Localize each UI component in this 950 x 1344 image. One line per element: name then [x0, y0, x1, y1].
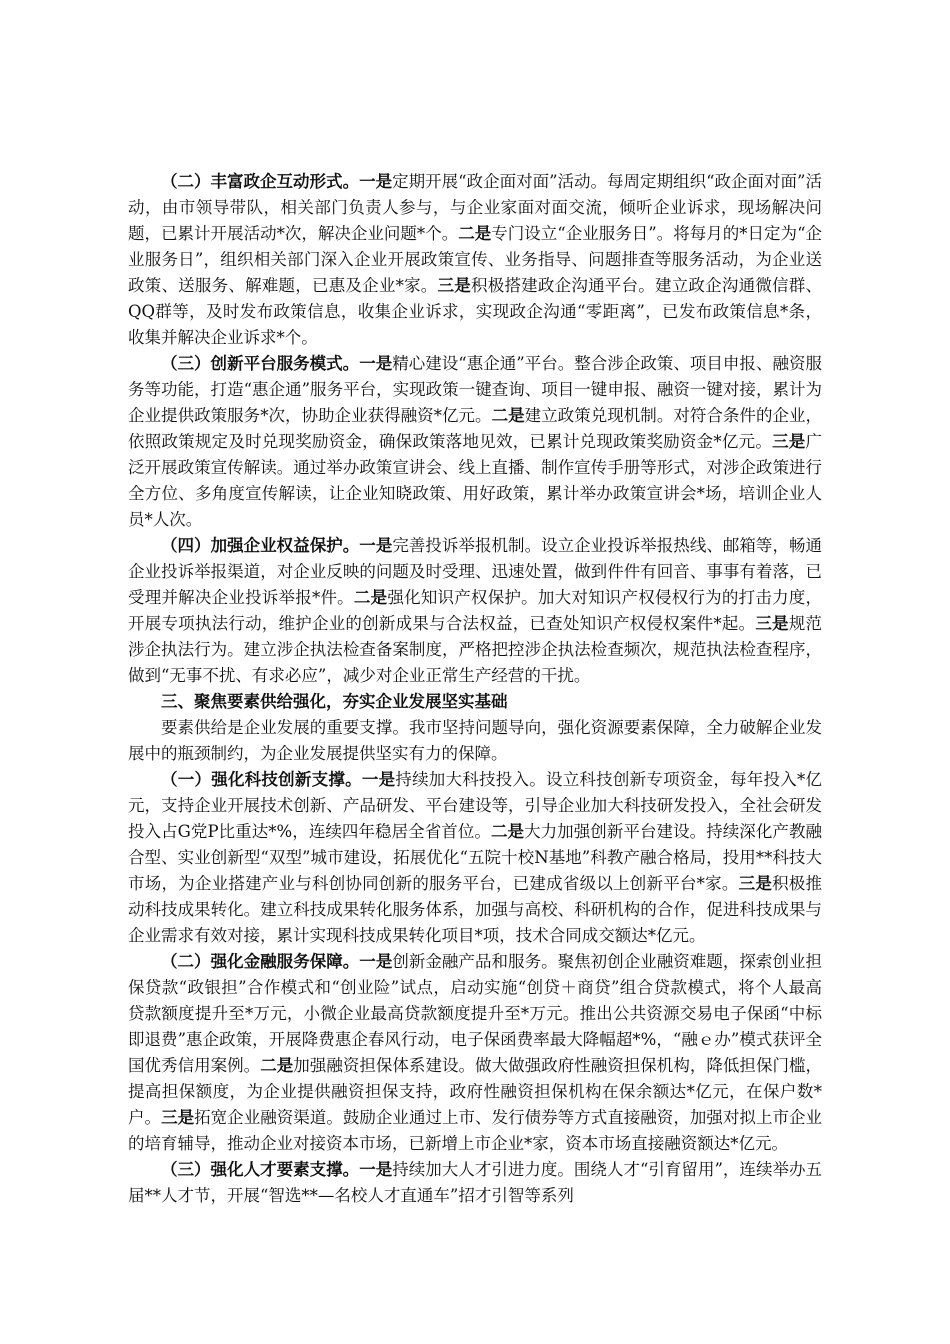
paragraph-text: 定期开展“政企面对面”活动。每周定期组织“政企面对面”活动，由市领导带队，相关部门负责人参与，与企业家面对面交流，倾听企业诉求，现场解决问题，已累计开展活动*次，解决企业问题*个。: [128, 172, 822, 243]
bold-lead-text: （四）加强企业权益保护。一是: [161, 536, 393, 555]
paragraph-text: 完善投诉举报机制。设立企业投诉举报热线、邮箱等，畅通企业投诉举报渠道，对企业反映的问题及时受理、迅速处置，做到件件有回音、事事有着落，已受理并解决企业投诉举报*件。: [128, 536, 823, 607]
paragraph-text: 持续加大科技投入。设立科技创新专项资金，每年投入*亿元，支持企业开展技术创新、产品研发、平台建设等，引导企业加大科技研发投入，全社会研发投入占G党P比重达*%，连续四年稳居全省首位。: [128, 770, 823, 841]
document-body: [128, 169, 822, 1209]
paragraph-text: 加强融资担保体系建设。做大做强政府性融资担保机构，降低担保门槛，提高担保额度，为企业提供融资担保支持，政府性融资担保机构在保余额达*亿元，在保户数*户。: [128, 1056, 823, 1127]
bold-lead-text: 二是: [260, 1056, 294, 1075]
paragraph-text: 要素供给是企业发展的重要支撑。我市坚持问题导向，强化资源要素保障，全力破解企业发展中的瓶颈制约，为企业发展提供坚实有力的保障。: [128, 718, 822, 763]
paragraph-text: 积极推动科技成果转化。建立科技成果转化服务体系，加强与高校、科研机构的合作，促进科技成果与企业需求有效对接，累计实现科技成果转化项目*项，技术合同成交额达*亿元。: [128, 874, 823, 945]
bold-lead-text: 二是: [458, 224, 492, 243]
paragraph-text: 强化知识产权保护。加大对知识产权侵权行为的打击力度，开展专项执法行动，维护企业的创新成果与合法权益，已查处知识产权侵权案件*起。: [128, 588, 823, 633]
paragraph-text: 建立政策兑现机制。对符合条件的企业，依照政策规定及时兑现奖励资金，确保政策落地见效，已累计兑现政策奖励资金*亿元。: [128, 406, 823, 451]
bold-lead-text: （三）强化人才要素支撑。一是: [161, 1160, 393, 1179]
body-paragraph: [128, 169, 822, 351]
paragraph-text: 广泛开展政策宣传解读。通过举办政策宣讲会、线上直播、制作宣传手册等形式，对涉企政策进行全方位、多角度宣传解读，让企业知晓政策、用好政策，累计举办政策宣讲会*场，培训企业人员*人次。: [128, 432, 823, 529]
body-paragraph: [128, 533, 822, 689]
body-paragraph: [128, 715, 822, 767]
bold-lead-text: （二）丰富政企互动形式。一是: [161, 172, 393, 191]
bold-lead-text: 三是: [755, 614, 789, 633]
bold-lead-text: （一）强化科技创新支撑。一是: [161, 770, 396, 789]
bold-lead-text: 二是: [490, 822, 525, 841]
paragraph-text: 大力加强创新平台建设。持续深化产教融合型、实业创新型“双型”城市建设，拓展优化“五院十校N基地”科教产融合格局，投用**科技大市场，为企业搭建产业与科创协同创新的服务平台，已建成省级以上创新平台*家。: [128, 822, 823, 893]
body-paragraph: [128, 767, 822, 949]
bold-lead-text: （二）强化金融服务保障。一是: [161, 952, 393, 971]
bold-lead-text: （三）创新平台服务模式。一是: [161, 354, 393, 373]
body-paragraph: [128, 949, 822, 1157]
paragraph-text: 积极搭建政企沟通平台。建立政企沟通微信群、QQ群等，及时发布政策信息，收集企业诉求，实现政企沟通“零距离”，已发布政策信息*条，收集并解决企业诉求*个。: [128, 276, 823, 347]
paragraph-text: 规范涉企执法行为。建立涉企执法检查备案制度，严格把控涉企执法检查频次，规范执法检查程序，做到“无事不扰、有求必应”，减少对企业正常生产经营的干扰。: [128, 614, 823, 685]
section-heading: [128, 689, 822, 715]
paragraph-text: 精心建设“惠企通”平台。整合涉企政策、项目申报、融资服务等功能，打造“惠企通”服务平台，实现政策一键查询、项目一键申报、融资一键对接，累计为企业提供政策服务*次，协助企业获得融资*亿元。: [128, 354, 822, 425]
paragraph-text: 专门设立“企业服务日”。将每月的*日定为“企业服务日”，组织相关部门深入企业开展政策宣传、业务指导、问题排查等服务活动，为企业送政策、送服务、解难题，已惠及企业*家。: [128, 224, 823, 295]
bold-lead-text: 三是: [437, 276, 471, 295]
paragraph-text: 创新金融产品和服务。聚焦初创企业融资难题，探索创业担保贷款“政银担”合作模式和“创业险”试点，启动实施“创贷＋商贷”组合贷款模式，将个人最高贷款额度提升至*万元，小微企业最高贷款额度提升至*万元。推出公共资源交易电子保函“中标即退费”惠企政策，开展降费惠企春风行动，电子保函费率最大降幅超*%，“融ｅ办”模式获评全国优秀信用案例。: [128, 952, 823, 1075]
bold-lead-text: 三是: [738, 874, 773, 893]
bold-lead-text: 三是: [772, 432, 806, 451]
bold-lead-text: 三、聚焦要素供给强化，夯实企业发展坚实基础: [161, 692, 508, 711]
bold-lead-text: 二是: [353, 588, 388, 607]
body-paragraph: [128, 351, 822, 533]
bold-lead-text: 二是: [491, 406, 525, 425]
paragraph-text: 拓宽企业融资渠道。鼓励企业通过上市、发行债券等方式直接融资，加强对拟上市企业的培育辅导，推动企业对接资本市场，已新增上市企业*家，资本市场直接融资额达*亿元。: [128, 1108, 823, 1153]
bold-lead-text: 三是: [161, 1108, 195, 1127]
paragraph-text: 持续加大人才引进力度。围绕人才“引育留用”，连续举办五届**人才节，开展“智选**—名校人才直通车”招才引智等系列: [128, 1160, 822, 1205]
body-paragraph: [128, 1157, 822, 1209]
